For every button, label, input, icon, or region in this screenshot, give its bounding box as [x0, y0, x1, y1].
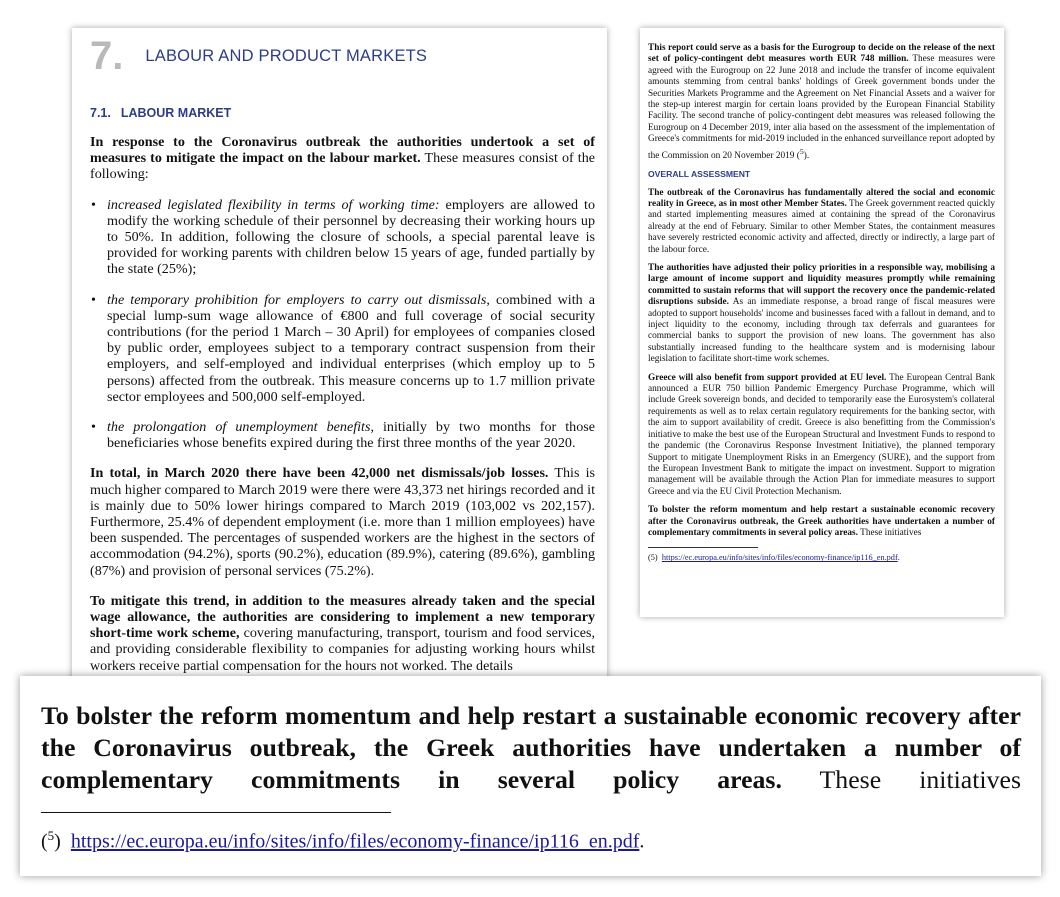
bullet-text: , combined with a special lump-sum wage allowance of €800 and full coverage of social security contributions (for the period 1 March – 30 April) for employees of companies closed by public order, employees subject to a temporary contract suspension from their employers, and self-employed and individual enterprises (which employ up to 5 persons) affected from the outbreak. This measure concerns up to 1.7 million private sector employees and 500,000 self-employed. — [107, 291, 596, 405]
job-losses-bold: In total, in March 2020 there have been 42,000 net dismissals/job losses. — [90, 465, 549, 482]
right-page-body — [648, 43, 995, 564]
bullet-text: , initially by two months for those beneficiaries whose benefits expired during the first three months of the year 2020. — [107, 419, 595, 452]
job-losses-paragraph — [90, 465, 595, 578]
section-number: 7.1. — [90, 106, 111, 120]
outbreak-bold: The outbreak of the Coronavirus has fundamentally altered the social and economic reality in Greece, as in most other Member States. — [648, 187, 995, 209]
job-losses-text: This is much higher compared to March 2019 were there were 43,373 net hirings recorded and it is mainly due to 50% lower hirings compared to March 2019 (103,002 vs 202,157). Furthermore, 25.4% of dependent employment (i.e. more than 1 million employees) have been suspended. The percentages of suspended workers are the highest in the sectors of accommodation (94.2%), sports (90.2%), education (89.9%), catering (89.6%), gambling (87%) and provision of personal services (75.2%). — [90, 465, 595, 579]
mitigation-text: covering manufacturing, transport, tourism and food services, and providing considerable flexibility to companies for adjusting working hours whilst workers receive partial compensation for the hours not worked. The details — [90, 625, 595, 674]
bullet-lead: the temporary prohibition for employers to carry out dismissals — [107, 291, 487, 308]
left-page-body — [90, 134, 595, 688]
zoomed-footnote — [41, 828, 644, 854]
footnote — [648, 552, 995, 563]
list-item — [90, 292, 595, 405]
zoomed-footnote-close: ) — [54, 830, 61, 853]
policy-priorities-paragraph — [648, 263, 995, 366]
intro-text: These measures consist of the following: — [90, 150, 595, 183]
zoomed-footnote-number: 5 — [47, 828, 55, 843]
zoomed-paragraph — [41, 700, 1021, 796]
eu-support-paragraph — [648, 373, 995, 498]
intro-bold: In response to the Coronavirus outbreak the authorities undertook a set of measures to mitigate the impact on the labour market. — [90, 134, 595, 167]
policy-priorities-bold: The authorities have adjusted their policy priorities in a responsible way, mobilising a large amount of income support and liquidity measures promptly while remaining committed to sustain reforms that will support the recovery once the pandemic-related disruptions subside. — [648, 263, 995, 308]
section-heading — [90, 106, 231, 120]
right-document-page — [640, 28, 1004, 617]
footnote-marker: (5) — [648, 553, 658, 563]
zoomed-regular-text: These initiatives — [781, 765, 1021, 794]
footnote-link[interactable]: https://ec.europa.eu/info/sites/info/files/economy-finance/ip116_en.pdf — [661, 553, 898, 563]
mitigation-bold: To mitigate this trend, in addition to the measures already taken and the special wage allowance, the authorities are considering to implement a new temporary short-time work scheme, — [90, 592, 595, 642]
chapter-number: 7. — [90, 34, 124, 78]
eu-support-bold: Greece will also benefit from support provided at EU level. — [648, 372, 887, 383]
bullet-lead: the prolongation of unemployment benefits — [107, 419, 371, 436]
footnote-divider — [648, 547, 758, 548]
overall-assessment-heading: OVERALL ASSESSMENT — [648, 169, 751, 180]
eurogroup-paragraph — [648, 43, 995, 162]
zoomed-footnote-divider — [41, 812, 391, 813]
outbreak-paragraph — [648, 188, 995, 256]
chapter-heading — [90, 34, 427, 79]
chapter-title: LABOUR AND PRODUCT MARKETS — [145, 47, 428, 65]
zoomed-footnote-link[interactable]: https://ec.europa.eu/info/sites/info/files/economy-finance/ip116_en.pdf — [70, 830, 640, 853]
reform-momentum-paragraph — [648, 505, 995, 539]
section-title: LABOUR MARKET — [120, 106, 232, 120]
eu-support-text: The European Central Bank announced a EUR 750 billion Pandemic Emergency Purchase Programme, which will include Greek sovereign bonds, and decided to temporarily ease the Eurosystem's collateral requirements as well as to relax certain regulatory requirements for the banking sector, with the aim to support availability of credit. Greece is also benefitting from the Commission's initiative to make the best use of the European Structural and Investment Funds to respond to the pandemic (the Coronavirus Response Investment Initiative), the planned temporary Support to mitigate Unemployment Risks in an Emergency (SURE), and the support from the European Investment Bank to mitigate the impact on investment. Support to migration management will be available through the Action Plan for immediate measures to support Greece and via the EU Civil Protection Mechanism. — [648, 372, 995, 497]
bullet-lead: increased legislated flexibility in terms of working time: — [107, 196, 440, 213]
left-document-page — [72, 28, 607, 690]
bullet-text: employers are allowed to modify the working schedule of their personnel by decreasing their working hours up to 50%. In addition, following the closure of schools, a special parental leave is provided for working parents with children below 15 years of age, funded partially by the state (25%); — [107, 196, 595, 278]
footnote-reference: 5 — [799, 146, 804, 156]
outbreak-text: The Greek government reacted quickly and started implementing measures aimed at containing the spread of the Coronavirus already at the end of February. Similar to other Member States, the containment measures have severely restricted economic activity and affected, directly or indirectly, a large part of the labour force. — [648, 198, 995, 255]
footnote-end: . — [897, 553, 900, 563]
list-item — [90, 419, 595, 451]
zoomed-footnote-open: ( — [41, 830, 48, 853]
intro-paragraph — [90, 134, 595, 183]
eurogroup-text-end: ). — [803, 150, 810, 161]
zoomed-excerpt-callout — [20, 676, 1041, 876]
list-item — [90, 197, 595, 278]
reform-momentum-text: These initiatives — [858, 527, 922, 538]
mitigation-paragraph — [90, 593, 595, 674]
eurogroup-bold: This report could serve as a basis for the Eurogroup to decide on the release of the next set of policy-contingent debt measures worth EUR 748 million. — [648, 43, 995, 65]
eurogroup-text: These measures were agreed with the Eurogroup on 22 June 2018 and include the transfer of income equivalent amounts stemming from central banks' holdings of Greek government bonds under the Securities Markets Programme and the Agreement on Net Financial Assets and a waiver for the step-up interest margin for certain loans provided by the European Financial Stability Facility. The second tranche of policy-contingent debt measures was released following the Eurogroup on 4 December 2019, inter alia based on the assessment of the implementation of Greece's commitments for mid-2019 included in the enhanced surveillance report adopted by the Commission on 20 November 2019 ( — [648, 54, 995, 161]
zoomed-bold-text: To bolster the reform momentum and help restart a sustainable economic recovery after the Coronavirus outbreak, the Greek authorities have undertaken a number of complementary commitments in several policy areas. — [41, 701, 1021, 794]
reform-momentum-bold: To bolster the reform momentum and help restart a sustainable economic recovery after the Coronavirus outbreak, the Greek authorities have undertaken a number of complementary commitments in several policy areas. — [648, 505, 995, 538]
measures-list — [90, 197, 595, 452]
zoomed-footnote-end: . — [639, 830, 645, 853]
policy-priorities-text: As an immediate response, a broad range of fiscal measures were adopted to support households' income and businesses faced with a fallout in demand, and to inject liquidity to the economy, including through tax deferrals and guarantees for commercial banks to support the provision of new loans. The government has also substantially increased funding to the healthcare system and is modernising labour legislation to facilitate short-time work schemes. — [648, 297, 995, 365]
